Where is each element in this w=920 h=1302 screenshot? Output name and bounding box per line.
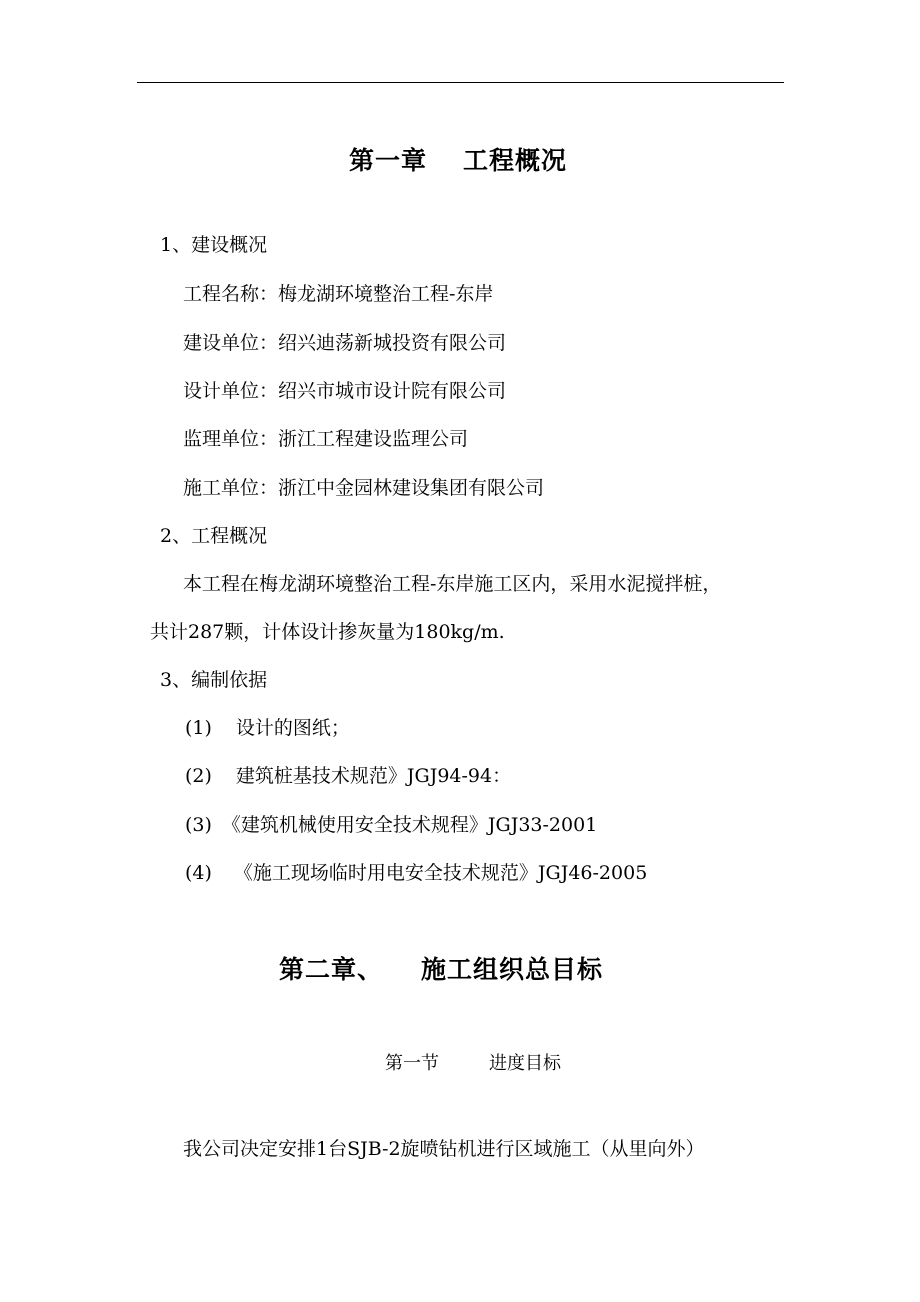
reference-number: (1) xyxy=(185,717,212,739)
chapter-1-number: 第一章 xyxy=(349,146,428,175)
section-2-heading: 2、工程概况 xyxy=(160,525,268,547)
designer-line: 设计单位：绍兴市城市设计院有限公司 xyxy=(183,380,507,402)
chapter-2-title xyxy=(279,955,603,985)
supervisor-line: 监理单位：浙江工程建设监理公司 xyxy=(183,428,469,450)
chapter-2-number: 第二章、 xyxy=(279,955,384,984)
section-1-name: 进度目标 xyxy=(489,1053,561,1074)
reference-item-4 xyxy=(185,861,647,885)
chapter-2-name: 施工组织总目标 xyxy=(421,955,604,984)
reference-text: 《建筑机械使用安全技术规程》JGJ33-2001 xyxy=(221,814,598,836)
overview-paragraph-line-1: 本工程在梅龙湖环境整治工程-东岸施工区内，采用水泥搅拌桩， xyxy=(183,573,722,595)
schedule-paragraph: 我公司决定安排1台SJB-2旋喷钻机进行区域施工（从里向外） xyxy=(183,1138,705,1160)
chapter-1-title xyxy=(349,146,567,176)
section-1-title xyxy=(385,1052,561,1076)
reference-text: 设计的图纸； xyxy=(235,717,350,739)
owner-line: 建设单位：绍兴迪荡新城投资有限公司 xyxy=(183,332,507,354)
reference-item-2 xyxy=(185,764,511,788)
reference-number: (2) xyxy=(185,765,212,787)
reference-number: (4) xyxy=(185,862,212,884)
overview-paragraph-line-2: 共计287颗，计体设计掺灰量为180kg/m. xyxy=(150,621,505,643)
header-rule xyxy=(137,82,784,83)
reference-item-3 xyxy=(185,813,597,837)
reference-number: (3) xyxy=(185,814,212,836)
reference-item-1 xyxy=(185,716,350,740)
reference-text: 建筑桩基技术规范》JGJ94-94： xyxy=(235,765,512,787)
reference-text: 《施工现场临时用电安全技术规范》JGJ46-2005 xyxy=(233,862,648,884)
section-3-heading: 3、编制依据 xyxy=(160,669,268,691)
section-1-number: 第一节 xyxy=(385,1053,439,1074)
project-name-line: 工程名称：梅龙湖环境整治工程-东岸 xyxy=(183,283,494,305)
contractor-line: 施工单位：浙江中金园林建设集团有限公司 xyxy=(183,477,545,499)
chapter-1-name: 工程概况 xyxy=(463,146,568,175)
section-1-heading: 1、建设概况 xyxy=(160,234,268,256)
